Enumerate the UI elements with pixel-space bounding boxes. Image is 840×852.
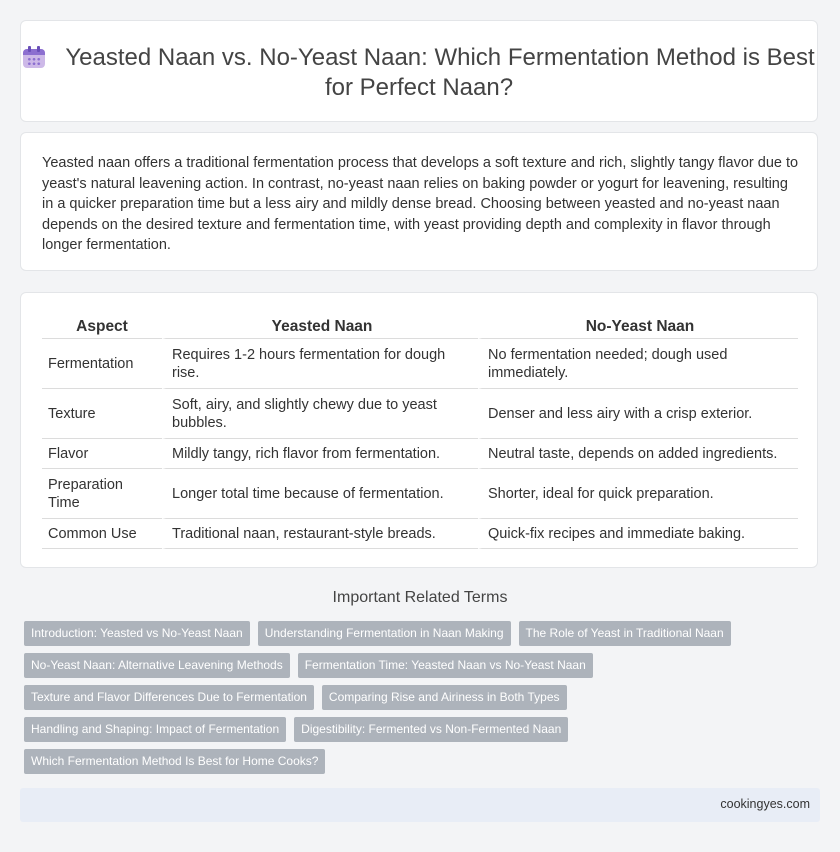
related-term-tag[interactable]: Understanding Fermentation in Naan Making [258,621,511,646]
cell-no-yeast: Quick-fix recipes and immediate baking. [478,519,798,549]
table-header-row [42,315,798,339]
table-row [42,439,798,469]
related-terms-heading: Important Related Terms [332,589,508,606]
header-no-yeast: No-Yeast Naan [478,315,798,339]
comparison-table [42,315,798,549]
table-row [42,389,798,439]
cell-aspect: Fermentation [42,339,162,389]
table-row [42,469,798,519]
table-row [42,519,798,549]
footer-bar [20,788,820,822]
cell-yeasted: Longer total time because of fermentation. [162,469,478,519]
related-term-tag[interactable]: Texture and Flavor Differences Due to Fermentation [24,685,314,710]
cell-no-yeast: Neutral taste, depends on added ingredients. [478,439,798,469]
related-terms-list [24,621,814,781]
page-title: Yeasted Naan vs. No-Yeast Naan: Which Fermentation Method is Best for Perfect Naan? [65,44,815,101]
intro-paragraph: Yeasted naan offers a traditional fermentation process that develops a soft texture and rich, slightly tangy flavor due to yeast's natural leavening action. In contrast, no-yeast naan relies on baking powder or yogurt for leavening, resulting in a quicker preparation time but a less airy and mildly dense bread. Choosing between yeasted and no-yeast naan depends on the desired texture and fermentation time, with yeast providing depth and complexity in flavor through longer fermentation. [42,155,799,253]
related-term-tag[interactable]: Comparing Rise and Airiness in Both Types [322,685,567,710]
cell-no-yeast: No fermentation needed; dough used immediately. [478,339,798,389]
related-term-tag[interactable]: The Role of Yeast in Traditional Naan [519,621,731,646]
header-yeasted: Yeasted Naan [162,315,478,339]
related-term-tag[interactable]: Introduction: Yeasted vs No-Yeast Naan [24,621,250,646]
related-term-tag[interactable]: Which Fermentation Method Is Best for Home Cooks? [24,749,325,774]
cell-yeasted: Soft, airy, and slightly chewy due to yeast bubbles. [162,389,478,439]
related-term-tag[interactable]: Handling and Shaping: Impact of Fermentation [24,717,286,742]
table-row [42,339,798,389]
cell-aspect: Preparation Time [42,469,162,519]
cell-yeasted: Traditional naan, restaurant-style breads. [162,519,478,549]
cell-aspect: Common Use [42,519,162,549]
site-name[interactable]: cookingyes.com [720,797,810,811]
related-term-tag[interactable]: No-Yeast Naan: Alternative Leavening Methods [24,653,290,678]
calendar-icon [23,46,45,68]
intro-card [20,132,818,271]
related-term-tag[interactable]: Digestibility: Fermented vs Non-Fermented Naan [294,717,568,742]
cell-aspect: Flavor [42,439,162,469]
cell-yeasted: Mildly tangy, rich flavor from fermentation. [162,439,478,469]
cell-aspect: Texture [42,389,162,439]
title-card [20,20,818,122]
comparison-card [20,292,818,568]
cell-no-yeast: Denser and less airy with a crisp exterior. [478,389,798,439]
cell-yeasted: Requires 1-2 hours fermentation for dough rise. [162,339,478,389]
header-aspect: Aspect [42,315,162,339]
cell-no-yeast: Shorter, ideal for quick preparation. [478,469,798,519]
page-title-block [21,43,817,103]
related-term-tag[interactable]: Fermentation Time: Yeasted Naan vs No-Yeast Naan [298,653,593,678]
